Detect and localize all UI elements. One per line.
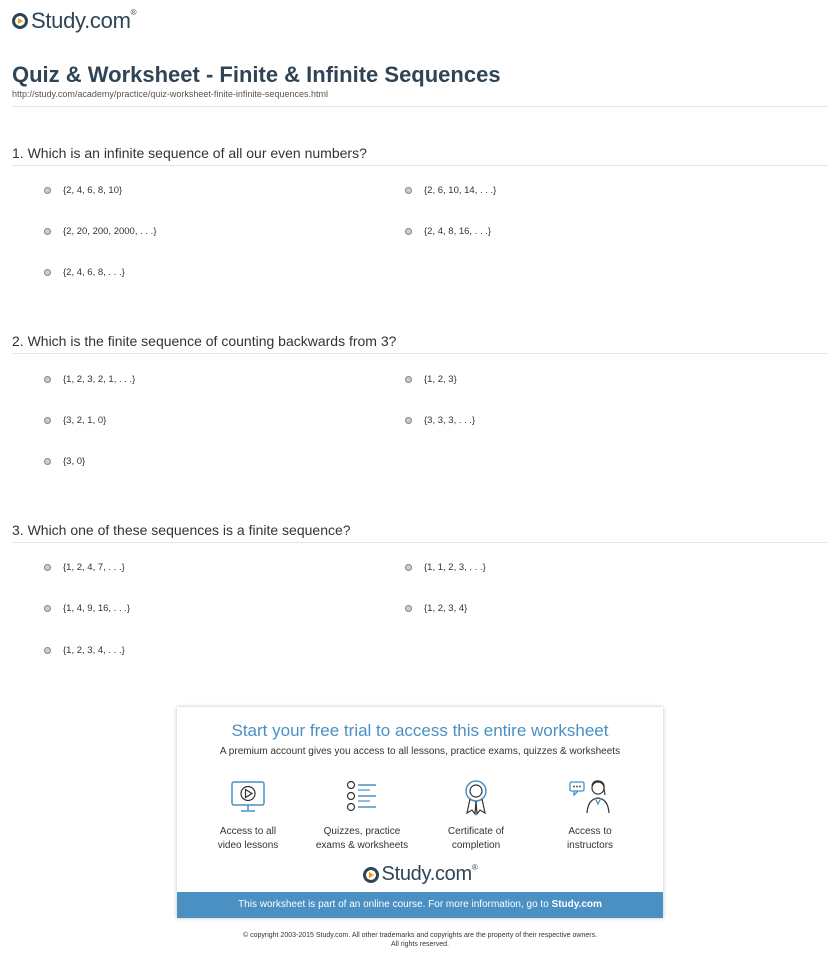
option-label: {2, 4, 6, 8, 10}	[63, 185, 123, 196]
question-3-option-d[interactable]	[405, 603, 467, 614]
radio-button[interactable]	[405, 605, 412, 612]
option-label: {1, 1, 2, 3, . . .}	[424, 562, 486, 573]
question-3-option-b[interactable]	[405, 562, 486, 573]
feature-label-line1: Quizzes, practice	[323, 826, 401, 837]
study-link[interactable]: Study.com	[551, 899, 602, 910]
rights-line: All rights reserved.	[391, 941, 449, 948]
feature-instructors	[535, 777, 645, 853]
divider	[12, 542, 828, 543]
radio-button[interactable]	[405, 187, 412, 194]
feature-label-line2: video lessons	[217, 840, 279, 851]
radio-button[interactable]	[44, 564, 51, 571]
option-label: {1, 4, 9, 16, . . .}	[63, 603, 131, 614]
divider	[12, 165, 828, 166]
study-logo-promo[interactable]	[177, 863, 663, 886]
option-label: {3, 2, 1, 0}	[63, 415, 107, 426]
certificate-icon	[456, 777, 496, 817]
question-1-option-e[interactable]	[44, 267, 125, 278]
radio-button[interactable]	[44, 605, 51, 612]
radio-button[interactable]	[405, 564, 412, 571]
radio-button[interactable]	[405, 228, 412, 235]
option-label: {1, 2, 3, 4}	[424, 603, 468, 614]
option-label: {2, 20, 200, 2000, . . .}	[63, 226, 157, 237]
option-label: {1, 2, 3}	[424, 374, 457, 385]
feature-label-line1: Access to all	[219, 826, 277, 837]
question-3-option-c[interactable]	[44, 603, 130, 614]
play-logo-icon	[12, 13, 28, 29]
question-1-option-a[interactable]	[44, 185, 122, 196]
feature-label-line1: Certificate of	[447, 826, 505, 837]
promo-headline[interactable]: Start your free trial to access this entire worksheet	[231, 721, 609, 740]
free-trial-promo	[177, 707, 663, 918]
feature-certificate	[421, 777, 531, 853]
radio-button[interactable]	[44, 458, 51, 465]
option-label: {3, 0}	[63, 456, 86, 467]
feature-label-line2: completion	[451, 840, 501, 851]
question-2-option-d[interactable]	[405, 415, 475, 426]
radio-button[interactable]	[405, 417, 412, 424]
option-label: {2, 6, 10, 14, . . .}	[424, 185, 497, 196]
play-logo-icon	[363, 867, 379, 883]
question-3-option-a[interactable]	[44, 562, 125, 573]
video-lesson-icon	[228, 777, 268, 817]
question-2-title: 2. Which is the finite sequence of counting backwards from 3?	[12, 333, 397, 349]
radio-button[interactable]	[44, 228, 51, 235]
promo-info-bar	[177, 892, 663, 918]
copyright-line: © copyright 2003-2015 Study.com. All other trademarks and copyrights are the property of their respective owners.	[242, 932, 598, 939]
question-3-title: 3. Which one of these sequences is a finite sequence?	[12, 522, 351, 538]
radio-button[interactable]	[405, 376, 412, 383]
question-2-option-e[interactable]	[44, 456, 85, 467]
divider	[12, 353, 828, 354]
question-2-option-c[interactable]	[44, 415, 106, 426]
promo-subhead: A premium account gives you access to all lessons, practice exams, quizzes & worksheets	[219, 746, 621, 757]
radio-button[interactable]	[44, 647, 51, 654]
feature-video-lessons	[193, 777, 303, 853]
feature-label-line1: Access to	[568, 826, 612, 837]
instructor-icon	[568, 777, 612, 817]
study-logo[interactable]	[12, 8, 136, 34]
question-1-option-b[interactable]	[405, 185, 496, 196]
option-label: {3, 3, 3, . . .}	[424, 415, 476, 426]
promo-bar-text: This worksheet is part of an online course. For more information, go to	[238, 899, 549, 910]
option-label: {1, 2, 4, 7, . . .}	[63, 562, 125, 573]
feature-label-line2: exams & worksheets	[315, 840, 409, 851]
feature-quizzes	[307, 777, 417, 853]
radio-button[interactable]	[44, 187, 51, 194]
question-2-option-a[interactable]	[44, 374, 135, 385]
page-url: http://study.com/academy/practice/quiz-worksheet-finite-infinite-sequences.html	[12, 89, 328, 99]
option-label: {2, 4, 6, 8, . . .}	[63, 267, 125, 278]
radio-button[interactable]	[44, 417, 51, 424]
radio-button[interactable]	[44, 376, 51, 383]
radio-button[interactable]	[44, 269, 51, 276]
option-label: {1, 2, 3, 4, . . .}	[63, 645, 125, 656]
option-label: {1, 2, 3, 2, 1, . . .}	[63, 374, 136, 385]
copyright-footer	[0, 931, 840, 949]
question-1-title: 1. Which is an infinite sequence of all our even numbers?	[12, 145, 367, 161]
question-3-option-e[interactable]	[44, 645, 125, 656]
question-1-option-d[interactable]	[405, 226, 491, 237]
question-1-option-c[interactable]	[44, 226, 157, 237]
page-title: Quiz & Worksheet - Finite & Infinite Sequences	[12, 62, 501, 87]
logo-text: Study.com®	[31, 8, 137, 33]
logo-text: Study.com®	[381, 863, 478, 885]
question-2-option-b[interactable]	[405, 374, 457, 385]
quiz-list-icon	[342, 777, 382, 817]
divider	[12, 106, 828, 107]
feature-label-line2: instructors	[566, 840, 614, 851]
option-label: {2, 4, 8, 16, . . .}	[424, 226, 492, 237]
